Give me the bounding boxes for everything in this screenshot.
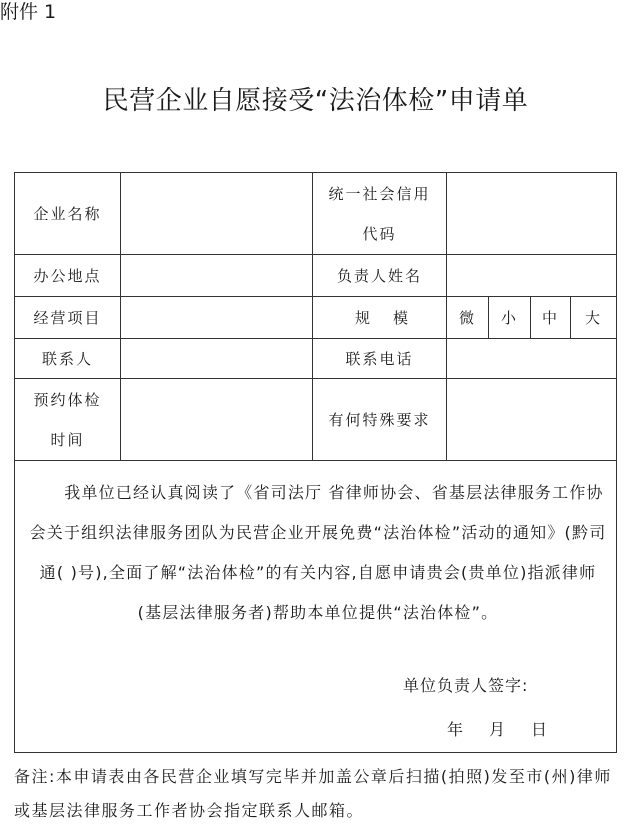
credit-code-field[interactable] [447, 173, 617, 255]
application-form-table [14, 172, 617, 753]
special-requirements-label: 有何特殊要求 [313, 379, 447, 461]
phone-label: 联系电话 [313, 339, 447, 379]
leader-name-field[interactable] [447, 255, 617, 297]
scale-option-small[interactable]: 小 [489, 297, 531, 339]
business-label: 经营项目 [15, 297, 121, 339]
page-title: 民营企业自愿接受“法治体检”申请单 [102, 86, 529, 116]
footnote: 备注:本申请表由各民营企业填写完毕并加盖公章后扫描(拍照)发至市(州)律师或基层法律服务工作者协会指定联系人邮箱。 [14, 767, 612, 820]
phone-field[interactable] [447, 339, 617, 379]
scale-label: 规 模 [313, 297, 447, 339]
leader-name-label: 负责人姓名 [313, 255, 447, 297]
scale-option-medium[interactable]: 中 [531, 297, 571, 339]
date-year: 年 [447, 720, 466, 739]
business-field[interactable] [121, 297, 313, 339]
scale-option-micro[interactable]: 微 [447, 297, 489, 339]
statement-cell [15, 461, 617, 753]
company-name-field[interactable] [121, 173, 313, 255]
signature-label: 单位负责人签字: [403, 676, 529, 695]
appointment-time-field[interactable] [121, 379, 313, 461]
statement-text: 我单位已经认真阅读了《省司法厅 省律师协会、省基层法律服务工作协会关于组织法律服务团队为民营企业开展免费“法治体检”活动的通知》(黔司通( )号),全面了解“法治体检”的有关内容,自愿申请贵会(贵单位)指派律师(基层法律服务者)帮助本单位提供“法治体检”。 [29, 483, 607, 622]
date-day: 日 [531, 720, 550, 739]
special-requirements-field[interactable] [447, 379, 617, 461]
contact-label: 联系人 [15, 339, 121, 379]
contact-field[interactable] [121, 339, 313, 379]
office-field[interactable] [121, 255, 313, 297]
company-name-label: 企业名称 [15, 173, 121, 255]
date-month: 月 [489, 720, 508, 739]
attachment-label: 附件 1 [0, 1, 57, 23]
appointment-time-label: 预约体检 时间 [15, 379, 121, 461]
credit-code-label: 统一社会信用 代码 [313, 173, 447, 255]
date-line [447, 717, 549, 740]
office-label: 办公地点 [15, 255, 121, 297]
scale-option-large[interactable]: 大 [571, 297, 617, 339]
